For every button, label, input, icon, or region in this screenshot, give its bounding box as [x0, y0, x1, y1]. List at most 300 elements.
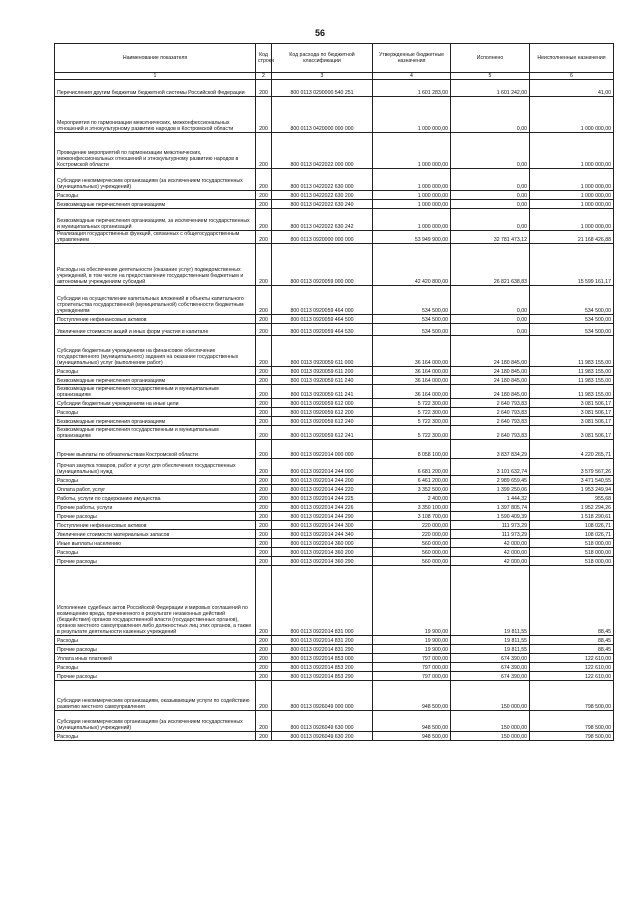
row-unexecuted: 1 000 000,00 — [530, 200, 614, 209]
row-executed: 1 399 250,06 — [451, 485, 530, 494]
table-row — [55, 485, 614, 494]
row-name: Расходы — [55, 732, 256, 741]
row-name: Работы, услуги по содержанию имущества — [55, 494, 256, 503]
row-name: Расходы — [55, 636, 256, 645]
row-budget-code: 800 0113 0920059 464 530 — [272, 324, 373, 336]
row-line-code: 200 — [256, 408, 272, 417]
row-executed: 150 000,00 — [451, 711, 530, 732]
row-budget-code: 800 0113 0920059 612 240 — [272, 417, 373, 426]
row-approved: 53 949 900,00 — [373, 231, 451, 244]
header-executed: Исполнено — [451, 44, 530, 73]
table-row — [55, 408, 614, 417]
row-executed: 1 601 242,00 — [451, 80, 530, 97]
row-unexecuted: 108 026,71 — [530, 521, 614, 530]
row-budget-code: 800 0113 0922014 000 000 — [272, 440, 373, 459]
row-name: Субсидии на осуществление капитальных вложений в объекты капитального строительства государственной (муниципальной) собственности бюджетным учреждениям — [55, 286, 256, 315]
row-unexecuted: 122 610,00 — [530, 672, 614, 681]
row-unexecuted: 4 220 265,71 — [530, 440, 614, 459]
row-approved: 534 500,00 — [373, 315, 451, 324]
row-approved: 560 000,00 — [373, 548, 451, 557]
row-line-code: 200 — [256, 324, 272, 336]
row-budget-code: 800 0113 0922014 244 340 — [272, 530, 373, 539]
row-line-code: 200 — [256, 286, 272, 315]
row-name: Расходы на обеспечение деятельности (оказание услуг) подведомственных учреждений, в том числе на предоставление государственным бюджетным и автономным учреждениям субсидий — [55, 244, 256, 286]
row-name: Поступление нефинансовых активов — [55, 521, 256, 530]
row-name: Прочие работы, услуги — [55, 503, 256, 512]
row-name: Безвозмездные перечисления государственным и муниципальным организациям — [55, 426, 256, 440]
row-approved: 797 000,00 — [373, 663, 451, 672]
row-approved: 1 000 000,00 — [373, 191, 451, 200]
row-line-code: 200 — [256, 440, 272, 459]
table-row — [55, 681, 614, 711]
row-executed: 2 989 659,45 — [451, 476, 530, 485]
row-approved: 220 000,00 — [373, 530, 451, 539]
row-approved: 3 108 700,00 — [373, 512, 451, 521]
row-unexecuted: 798 500,00 — [530, 681, 614, 711]
row-unexecuted: 1 000 000,00 — [530, 209, 614, 231]
row-approved: 42 420 800,00 — [373, 244, 451, 286]
row-budget-code: 800 0113 0926049 630 000 — [272, 711, 373, 732]
row-approved: 6 681 200,00 — [373, 459, 451, 476]
row-line-code: 200 — [256, 376, 272, 385]
row-executed: 1 590 409,39 — [451, 512, 530, 521]
row-executed: 0,00 — [451, 200, 530, 209]
row-executed: 24 180 845,00 — [451, 376, 530, 385]
row-approved: 3 350 100,00 — [373, 503, 451, 512]
table-row — [55, 376, 614, 385]
row-executed: 24 180 845,00 — [451, 336, 530, 367]
row-unexecuted: 15 599 161,17 — [530, 244, 614, 286]
row-line-code: 200 — [256, 209, 272, 231]
row-approved: 948 500,00 — [373, 681, 451, 711]
row-executed: 24 180 845,00 — [451, 385, 530, 399]
row-budget-code: 800 0113 0920059 612 241 — [272, 426, 373, 440]
row-line-code: 200 — [256, 672, 272, 681]
row-executed: 0,00 — [451, 209, 530, 231]
row-line-code: 200 — [256, 133, 272, 169]
row-unexecuted: 3 579 567,26 — [530, 459, 614, 476]
row-line-code: 200 — [256, 636, 272, 645]
row-name: Безвозмездные перечисления организациям, за исключением государственных и муниципальных организаций — [55, 209, 256, 231]
row-executed: 674 390,00 — [451, 654, 530, 663]
table-row — [55, 169, 614, 191]
row-budget-code: 800 0113 0920059 611 200 — [272, 367, 373, 376]
row-unexecuted: 88,45 — [530, 566, 614, 636]
row-budget-code: 800 0113 0920059 464 500 — [272, 315, 373, 324]
row-line-code: 200 — [256, 711, 272, 732]
table-row — [55, 732, 614, 741]
table-row — [55, 645, 614, 654]
column-number: 3 — [272, 73, 373, 80]
row-unexecuted: 534 500,00 — [530, 324, 614, 336]
row-unexecuted: 21 168 426,88 — [530, 231, 614, 244]
table-row — [55, 521, 614, 530]
row-line-code: 200 — [256, 417, 272, 426]
row-name: Мероприятия по гармонизации межэтнических, межконфессиональных отношений и этнокультурному развитию народов в Костромской области — [55, 97, 256, 133]
row-name: Субсидии бюджетным учреждениям на иные цели — [55, 399, 256, 408]
row-name: Расходы — [55, 663, 256, 672]
table-row — [55, 654, 614, 663]
row-line-code: 200 — [256, 315, 272, 324]
header-approved: Утвержденные бюджетные назначения — [373, 44, 451, 73]
table-row — [55, 530, 614, 539]
column-number-row — [55, 73, 614, 80]
table-row — [55, 557, 614, 566]
row-budget-code: 800 0113 0922014 831 200 — [272, 636, 373, 645]
table-row — [55, 324, 614, 336]
table-row — [55, 476, 614, 485]
row-executed: 150 000,00 — [451, 732, 530, 741]
row-name: Реализация государственных функций, связанных с общегосударственным управлением — [55, 231, 256, 244]
row-unexecuted: 3 081 506,17 — [530, 417, 614, 426]
table-row — [55, 200, 614, 209]
table-row — [55, 97, 614, 133]
row-executed: 0,00 — [451, 169, 530, 191]
row-name: Расходы — [55, 548, 256, 557]
row-line-code: 200 — [256, 385, 272, 399]
row-executed: 1 397 805,74 — [451, 503, 530, 512]
row-approved: 797 000,00 — [373, 672, 451, 681]
row-unexecuted: 41,00 — [530, 80, 614, 97]
row-budget-code: 800 0113 0926049 630 200 — [272, 732, 373, 741]
row-name: Увеличение стоимости материальных запасов — [55, 530, 256, 539]
row-executed: 19 811,55 — [451, 636, 530, 645]
table-row — [55, 231, 614, 244]
table-row — [55, 191, 614, 200]
row-budget-code: 800 0113 0922014 244 226 — [272, 503, 373, 512]
table-row — [55, 385, 614, 399]
table-row — [55, 209, 614, 231]
table-row — [55, 636, 614, 645]
row-line-code: 200 — [256, 539, 272, 548]
row-budget-code: 800 0113 0920059 611 240 — [272, 376, 373, 385]
row-unexecuted: 534 500,00 — [530, 315, 614, 324]
row-budget-code: 800 0113 0290000 540 251 — [272, 80, 373, 97]
row-budget-code: 800 0113 0422022 630 240 — [272, 200, 373, 209]
row-unexecuted: 518 000,00 — [530, 548, 614, 557]
row-name: Субсидии бюджетным учреждениям на финансовое обеспечение государственного (муниципального) задания на оказание государственных (муниципальных) услуг (выполнение работ) — [55, 336, 256, 367]
row-line-code: 200 — [256, 530, 272, 539]
row-line-code: 200 — [256, 654, 272, 663]
row-budget-code: 800 0113 0922014 853 000 — [272, 654, 373, 663]
row-executed: 0,00 — [451, 315, 530, 324]
table-row — [55, 286, 614, 315]
row-approved: 1 601 283,00 — [373, 80, 451, 97]
row-budget-code: 800 0113 0922014 360 000 — [272, 539, 373, 548]
row-name: Перечисления другим бюджетам бюджетной системы Российской Федерации — [55, 80, 256, 97]
row-name: Субсидии некоммерческим организациям (за исключением государственных (муниципальных) учреждений) — [55, 169, 256, 191]
row-unexecuted: 11 983 155,00 — [530, 367, 614, 376]
row-name: Субсидии некоммерческим организациям, оказывающим услуги по содействию развитию местного самоуправления — [55, 681, 256, 711]
row-approved: 5 722 300,00 — [373, 408, 451, 417]
row-executed: 2 640 793,83 — [451, 426, 530, 440]
row-executed: 42 000,00 — [451, 548, 530, 557]
row-line-code: 200 — [256, 494, 272, 503]
row-line-code: 200 — [256, 503, 272, 512]
row-approved: 5 722 300,00 — [373, 399, 451, 408]
row-approved: 220 000,00 — [373, 521, 451, 530]
row-approved: 19 900,00 — [373, 566, 451, 636]
row-unexecuted: 1 952 294,26 — [530, 503, 614, 512]
row-budget-code: 800 0113 0420000 000 000 — [272, 97, 373, 133]
row-unexecuted: 88,45 — [530, 636, 614, 645]
row-approved: 1 000 000,00 — [373, 97, 451, 133]
row-line-code: 200 — [256, 426, 272, 440]
row-unexecuted: 518 000,00 — [530, 557, 614, 566]
row-approved: 1 000 000,00 — [373, 133, 451, 169]
column-number: 1 — [55, 73, 256, 80]
row-budget-code: 800 0113 0920059 611 000 — [272, 336, 373, 367]
row-budget-code: 800 0113 0920059 611 241 — [272, 385, 373, 399]
row-budget-code: 800 0113 0922014 244 300 — [272, 521, 373, 530]
row-name: Безвозмездные перечисления организациям — [55, 417, 256, 426]
row-budget-code: 800 0113 0922014 244 225 — [272, 494, 373, 503]
row-line-code: 200 — [256, 231, 272, 244]
header-budget-code: Код расхода по бюджетной классификации — [272, 44, 373, 73]
table-row — [55, 539, 614, 548]
row-budget-code: 800 0113 0922014 244 000 — [272, 459, 373, 476]
row-unexecuted: 3 471 540,55 — [530, 476, 614, 485]
table-row — [55, 494, 614, 503]
row-name: Иные выплаты населению — [55, 539, 256, 548]
table-header-row — [55, 44, 614, 73]
row-approved: 948 500,00 — [373, 732, 451, 741]
row-approved: 36 164 000,00 — [373, 367, 451, 376]
row-line-code: 200 — [256, 557, 272, 566]
row-unexecuted: 955,68 — [530, 494, 614, 503]
row-approved: 8 058 100,00 — [373, 440, 451, 459]
row-unexecuted: 3 081 506,17 — [530, 399, 614, 408]
row-budget-code: 800 0113 0922014 360 290 — [272, 557, 373, 566]
row-name: Безвозмездные перечисления государственным и муниципальным организациям — [55, 385, 256, 399]
row-budget-code: 800 0113 0920000 000 000 — [272, 231, 373, 244]
row-budget-code: 800 0113 0422022 630 200 — [272, 191, 373, 200]
row-budget-code: 800 0113 0922014 244 200 — [272, 476, 373, 485]
row-name: Расходы — [55, 367, 256, 376]
row-line-code: 200 — [256, 244, 272, 286]
row-unexecuted: 88,45 — [530, 645, 614, 654]
row-executed: 3 837 834,29 — [451, 440, 530, 459]
row-approved: 948 500,00 — [373, 711, 451, 732]
row-budget-code: 800 0113 0922014 853 290 — [272, 672, 373, 681]
row-executed: 19 811,55 — [451, 645, 530, 654]
row-budget-code: 800 0113 0422022 000 000 — [272, 133, 373, 169]
row-unexecuted: 3 081 506,17 — [530, 426, 614, 440]
row-executed: 0,00 — [451, 97, 530, 133]
row-line-code: 200 — [256, 97, 272, 133]
row-unexecuted: 3 081 506,17 — [530, 408, 614, 417]
header-name: Наименование показателя — [55, 44, 256, 73]
table-row — [55, 440, 614, 459]
table-row — [55, 672, 614, 681]
row-name: Расходы — [55, 191, 256, 200]
row-approved: 5 722 300,00 — [373, 426, 451, 440]
row-name: Субсидии некоммерческим организациям (за исключением государственных (муниципальных) учреждений) — [55, 711, 256, 732]
row-budget-code: 800 0113 0922014 831 000 — [272, 566, 373, 636]
row-name: Прочие расходы — [55, 645, 256, 654]
row-unexecuted: 1 000 000,00 — [530, 191, 614, 200]
row-name: Прочие расходы — [55, 512, 256, 521]
row-name: Безвозмездные перечисления организациям — [55, 376, 256, 385]
header-unexecuted: Неисполненные назначения — [530, 44, 614, 73]
row-budget-code: 800 0113 0920059 612 200 — [272, 408, 373, 417]
row-executed: 1 444,32 — [451, 494, 530, 503]
row-unexecuted: 1 000 000,00 — [530, 133, 614, 169]
row-name: Увеличение стоимости акций и иных форм участия в капитале — [55, 324, 256, 336]
row-line-code: 200 — [256, 191, 272, 200]
row-unexecuted: 1 518 290,61 — [530, 512, 614, 521]
table-row — [55, 399, 614, 408]
row-line-code: 200 — [256, 521, 272, 530]
row-budget-code: 800 0113 0922014 853 200 — [272, 663, 373, 672]
row-name: Прочие расходы — [55, 672, 256, 681]
row-approved: 3 352 500,00 — [373, 485, 451, 494]
table-row — [55, 566, 614, 636]
row-line-code: 200 — [256, 459, 272, 476]
row-approved: 6 461 200,00 — [373, 476, 451, 485]
row-line-code: 200 — [256, 512, 272, 521]
row-budget-code: 800 0113 0920059 612 000 — [272, 399, 373, 408]
row-name: Поступление нефинансовых активов — [55, 315, 256, 324]
row-executed: 2 640 793,83 — [451, 408, 530, 417]
row-approved: 5 722 300,00 — [373, 417, 451, 426]
row-executed: 2 640 793,83 — [451, 417, 530, 426]
row-line-code: 200 — [256, 645, 272, 654]
row-executed: 19 811,55 — [451, 566, 530, 636]
row-approved: 534 500,00 — [373, 324, 451, 336]
row-name: Расходы — [55, 476, 256, 485]
table-row — [55, 459, 614, 476]
row-line-code: 200 — [256, 476, 272, 485]
row-name: Уплата иных платежей — [55, 654, 256, 663]
table-row — [55, 315, 614, 324]
row-name: Оплата работ, услуг — [55, 485, 256, 494]
row-line-code: 200 — [256, 566, 272, 636]
row-unexecuted: 1 000 000,00 — [530, 169, 614, 191]
row-unexecuted: 798 500,00 — [530, 711, 614, 732]
row-approved: 560 000,00 — [373, 539, 451, 548]
row-executed: 111 973,29 — [451, 530, 530, 539]
table-row — [55, 503, 614, 512]
row-executed: 0,00 — [451, 324, 530, 336]
budget-execution-table — [54, 43, 614, 741]
row-line-code: 200 — [256, 169, 272, 191]
row-approved: 534 500,00 — [373, 286, 451, 315]
table-row — [55, 426, 614, 440]
row-executed: 26 821 638,83 — [451, 244, 530, 286]
row-name: Прочие расходы — [55, 557, 256, 566]
row-executed: 0,00 — [451, 191, 530, 200]
column-number: 6 — [530, 73, 614, 80]
row-unexecuted: 11 983 155,00 — [530, 385, 614, 399]
row-unexecuted: 122 610,00 — [530, 654, 614, 663]
row-line-code: 200 — [256, 200, 272, 209]
row-approved: 1 000 000,00 — [373, 200, 451, 209]
row-unexecuted: 1 953 249,94 — [530, 485, 614, 494]
row-name: Прочая закупка товаров, работ и услуг для обеспечения государственных (муниципальных) нужд — [55, 459, 256, 476]
row-executed: 0,00 — [451, 133, 530, 169]
row-line-code: 200 — [256, 681, 272, 711]
row-approved: 797 000,00 — [373, 654, 451, 663]
table-row — [55, 244, 614, 286]
row-executed: 674 390,00 — [451, 663, 530, 672]
row-budget-code: 800 0113 0920059 464 000 — [272, 286, 373, 315]
row-unexecuted: 1 000 000,00 — [530, 97, 614, 133]
row-executed: 32 781 473,12 — [451, 231, 530, 244]
table-row — [55, 367, 614, 376]
row-unexecuted: 11 983 155,00 — [530, 336, 614, 367]
row-unexecuted: 518 000,00 — [530, 539, 614, 548]
row-budget-code: 800 0113 0920059 000 000 — [272, 244, 373, 286]
row-budget-code: 800 0113 0922014 831 290 — [272, 645, 373, 654]
page-number: 56 — [314, 28, 325, 38]
row-executed: 2 640 793,83 — [451, 399, 530, 408]
row-name: Безвозмездные перечисления организациям — [55, 200, 256, 209]
row-approved: 19 900,00 — [373, 645, 451, 654]
row-unexecuted: 11 983 155,00 — [530, 376, 614, 385]
row-executed: 3 101 632,74 — [451, 459, 530, 476]
row-executed: 150 000,00 — [451, 681, 530, 711]
row-unexecuted: 798 500,00 — [530, 732, 614, 741]
row-line-code: 200 — [256, 367, 272, 376]
table-row — [55, 548, 614, 557]
row-budget-code: 800 0113 0922014 244 220 — [272, 485, 373, 494]
row-executed: 24 180 845,00 — [451, 367, 530, 376]
row-executed: 42 000,00 — [451, 539, 530, 548]
table-row — [55, 80, 614, 97]
header-line-code: Код строки — [256, 44, 272, 73]
row-line-code: 200 — [256, 399, 272, 408]
table-row — [55, 711, 614, 732]
row-budget-code: 800 0113 0922014 360 200 — [272, 548, 373, 557]
row-unexecuted: 108 026,71 — [530, 530, 614, 539]
row-name: Исполнение судебных актов Российской Федерации и мировых соглашений по возмещению вреда, причиненного в результате незаконных действий (бездействия) органов государственной власти (государственных органов), органов местного самоуправления либо должностных лиц этих органов, а также в результате деятельности казенных учреждений — [55, 566, 256, 636]
row-line-code: 200 — [256, 336, 272, 367]
row-line-code: 200 — [256, 548, 272, 557]
row-executed: 42 000,00 — [451, 557, 530, 566]
row-approved: 560 000,00 — [373, 557, 451, 566]
row-approved: 36 164 000,00 — [373, 336, 451, 367]
row-line-code: 200 — [256, 80, 272, 97]
table-row — [55, 133, 614, 169]
row-approved: 36 164 000,00 — [373, 376, 451, 385]
row-budget-code: 800 0113 0422022 630 000 — [272, 169, 373, 191]
row-line-code: 200 — [256, 485, 272, 494]
table-row — [55, 663, 614, 672]
table-row — [55, 417, 614, 426]
row-budget-code: 800 0113 0926049 000 000 — [272, 681, 373, 711]
row-line-code: 200 — [256, 732, 272, 741]
row-approved: 19 900,00 — [373, 636, 451, 645]
row-approved: 36 164 000,00 — [373, 385, 451, 399]
row-budget-code: 800 0113 0422022 630 242 — [272, 209, 373, 231]
row-name: Расходы — [55, 408, 256, 417]
column-number: 4 — [373, 73, 451, 80]
row-budget-code: 800 0113 0922014 244 290 — [272, 512, 373, 521]
table-row — [55, 512, 614, 521]
row-name: Прочие выплаты по обязательствам Костромской области — [55, 440, 256, 459]
row-unexecuted: 534 500,00 — [530, 286, 614, 315]
row-executed: 111 973,29 — [451, 521, 530, 530]
row-unexecuted: 122 610,00 — [530, 663, 614, 672]
column-number: 5 — [451, 73, 530, 80]
row-line-code: 200 — [256, 663, 272, 672]
row-approved: 1 000 000,00 — [373, 209, 451, 231]
row-executed: 674 390,00 — [451, 672, 530, 681]
row-executed: 0,00 — [451, 286, 530, 315]
column-number: 2 — [256, 73, 272, 80]
row-approved: 2 400,00 — [373, 494, 451, 503]
